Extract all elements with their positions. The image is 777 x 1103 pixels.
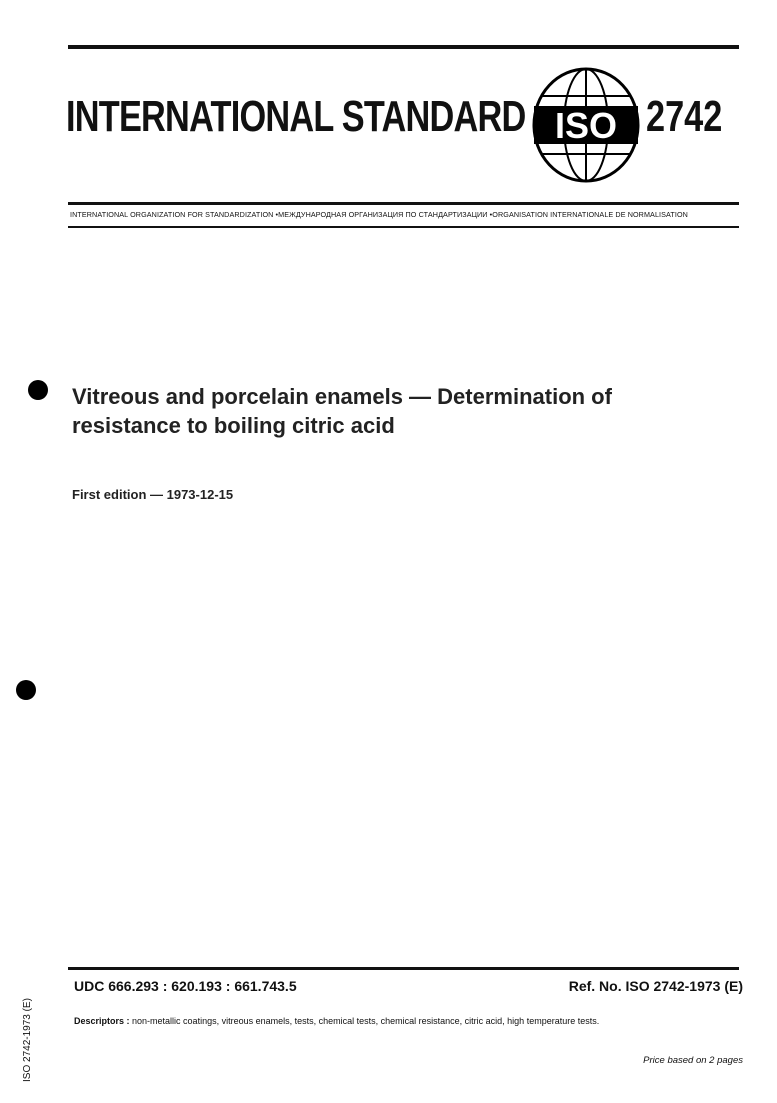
descriptors-text: non-metallic coatings, vitreous enamels, tests, chemical tests, chemical resistance, citric acid, high temperature tests. <box>129 1016 600 1026</box>
descriptors-label: Descriptors : <box>74 1016 130 1026</box>
udc-code: UDC 666.293 : 620.193 : 661.743.5 <box>74 978 297 994</box>
organization-line: INTERNATIONAL ORGANIZATION FOR STANDARDIZATION •МЕЖДУНАРОДНАЯ ОРГАНИЗАЦИЯ ПО СТАНДАРТИЗАЦИИ •ORGANISATION INTERNATIONALE DE NORMALISATION <box>70 210 688 219</box>
punch-hole <box>28 380 48 400</box>
document-title <box>72 382 612 440</box>
iso-logo-text: ISO <box>554 105 618 146</box>
descriptors <box>74 1016 599 1026</box>
side-label: ISO 2742-1973 (E) <box>22 998 33 1082</box>
punch-hole <box>16 680 36 700</box>
header-rule-thick <box>68 202 739 205</box>
header-title: INTERNATIONAL STANDARD <box>66 92 526 141</box>
iso-logo <box>530 66 642 184</box>
standard-number: 2742 <box>646 92 723 141</box>
footer-rule <box>68 967 739 970</box>
document-title-line-2: resistance to boiling citric acid <box>72 413 395 438</box>
edition: First edition — 1973-12-15 <box>72 487 234 502</box>
price-note: Price based on 2 pages <box>643 1055 743 1066</box>
header-rule-thin <box>68 226 739 228</box>
reference-number: Ref. No. ISO 2742-1973 (E) <box>568 978 743 994</box>
document-title-line-1: Vitreous and porcelain enamels — Determination of <box>72 384 612 409</box>
top-rule <box>68 45 739 49</box>
